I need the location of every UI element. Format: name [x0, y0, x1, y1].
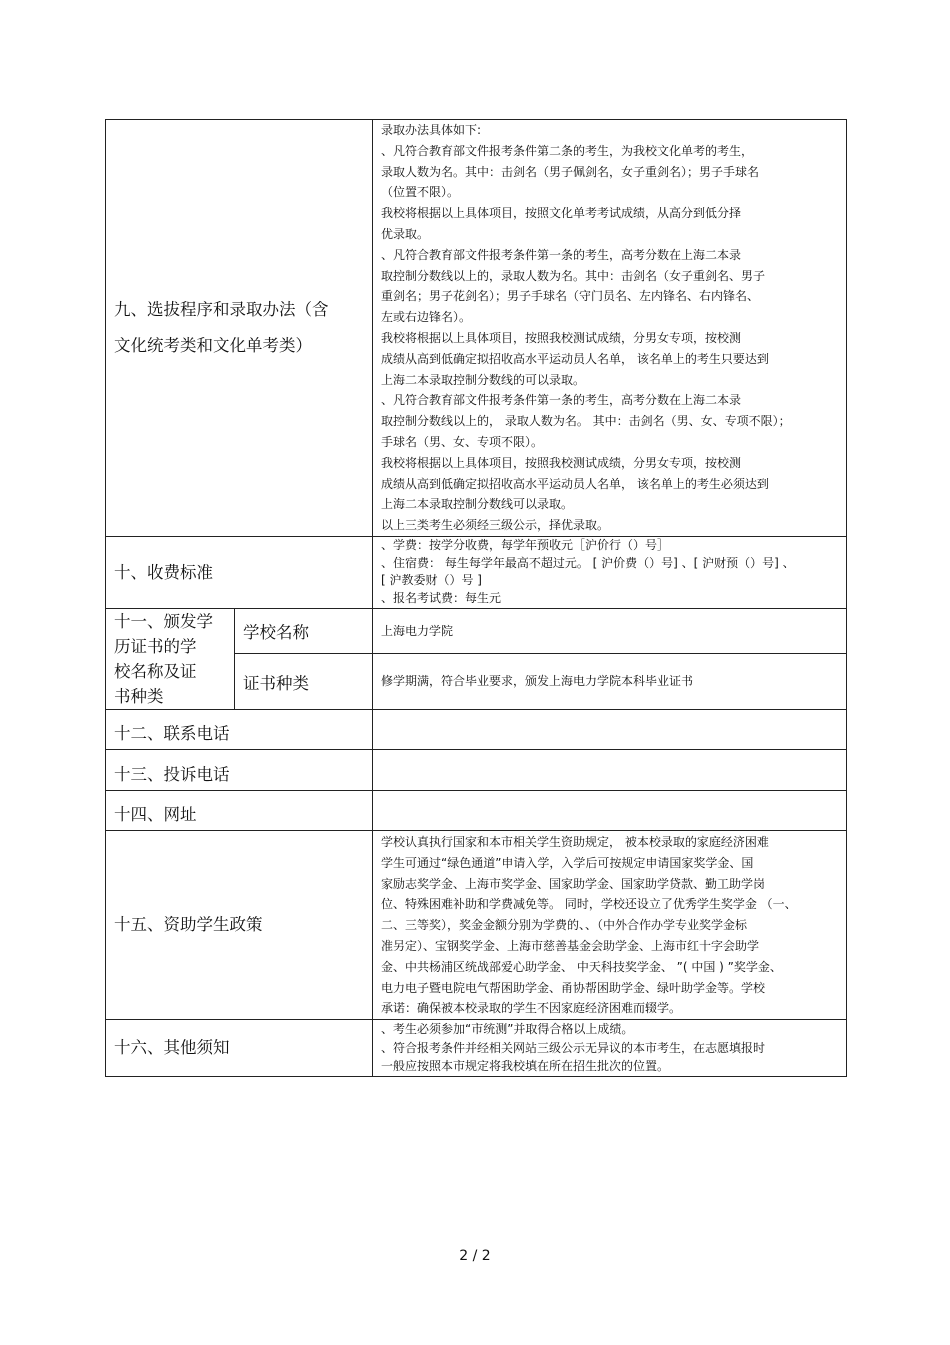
certificate-label-line: 书种类 [114, 687, 164, 706]
content-line: 上海二本录取控制分数线的可以录取。 [381, 372, 586, 387]
row-fees [106, 537, 847, 609]
complaint-label: 十三、投诉电话 [106, 750, 373, 791]
content-line: 学生可通过“绿色通道”申请入学，入学后可按规定申请国家奖学金、国 [381, 855, 754, 870]
selection-label-line1: 九、选拔程序和录取办法（含 [114, 300, 329, 319]
content-line: 、学费：按学分收费，每学年预收元［沪价行（）号］ [381, 538, 670, 552]
content-line: 取控制分数线以上的， 录取人数为名。 其中：击剑名（男、女、专项不限）； [381, 414, 791, 429]
phone-label: 十二、联系电话 [106, 710, 373, 750]
content-line: 、考生必须参加“市统测”并取得合格以上成绩。 [381, 1022, 634, 1037]
content-line: 一般应按照本市规定将我校填在所在招生批次的位置。 [381, 1059, 670, 1074]
content-line: 准另定）、宝钢奖学金、上海市慈善基金会助学金、上海市红十字会助学 [381, 938, 760, 953]
admission-info-table [105, 119, 847, 1077]
content-line: （位置不限）。 [381, 185, 460, 200]
fees-label: 十、收费标准 [106, 537, 373, 609]
row-selection [106, 120, 847, 537]
content-line: 成绩从高到低确定拟招收高水平运动员人名单， 该名单上的考生必须达到 [381, 476, 769, 491]
content-line: 录取人数为名。其中：击剑名（男子佩剑名，女子重剑名）；男子手球名 [381, 164, 760, 179]
page-number: 2 / 2 [459, 1248, 491, 1264]
content-line: 优录取。 [381, 226, 430, 241]
content-line: 、凡符合教育部文件报考条件第一条的考生，高考分数在上海二本录 [381, 247, 742, 262]
content-line: 上海二本录取控制分数线可以录取。 [381, 497, 574, 512]
certificate-label-line: 十一、颁发学 [114, 612, 213, 631]
certificate-label [106, 609, 235, 710]
content-line: 学校认真执行国家和本市相关学生资助规定， 被本校录取的家庭经济困难 [381, 835, 769, 849]
content-line: 、住宿费： 每生每学年最高不超过元。 [ 沪价费（）号] 、[ 沪财预（）号] 、 [381, 555, 795, 570]
selection-content [373, 120, 847, 537]
content-line: 电力电子暨电院电气帮困助学金、甬协帮困助学金、绿叶助学金等。学校 [381, 980, 766, 995]
content-line: 、凡符合教育部文件报考条件第二条的考生，为我校文化单考的考生， [381, 143, 754, 158]
certificate-type-label: 证书种类 [235, 654, 373, 710]
aid-lines [381, 831, 842, 1019]
content-line: 手球名（男、女、专项不限）。 [381, 434, 544, 449]
selection-lines [381, 120, 842, 536]
content-line: 录取办法具体如下: [381, 123, 482, 137]
content-line: [ 沪教委财（）号 ] [381, 573, 482, 587]
aid-content [373, 831, 847, 1020]
school-name-label: 学校名称 [235, 609, 373, 654]
aid-label: 十五、资助学生政策 [106, 831, 373, 1020]
content-line: 承诺：确保被本校录取的学生不因家庭经济困难而辍学。 [381, 1001, 682, 1016]
row-phone [106, 710, 847, 750]
row-complaint [106, 750, 847, 791]
content-line: 位、特殊困难补助和学费减免等。 同时，学校还设立了优秀学生奖学金 （一、 [381, 897, 797, 912]
content-line: 以上三类考生必须经三级公示，择优录取。 [381, 518, 610, 533]
selection-label [106, 120, 373, 537]
content-line: 二、三等奖），奖金金额分别为学费的、、（中外合作办学专业奖学金标 [381, 918, 748, 933]
content-line: 、符合报考条件并经相关网站三级公示无异议的本市考生，在志愿填报时 [381, 1040, 766, 1055]
content-line: 、凡符合教育部文件报考条件第一条的考生，高考分数在上海二本录 [381, 393, 742, 408]
certificate-label-line: 历证书的学 [114, 637, 197, 656]
website-label: 十四、网址 [106, 791, 373, 831]
school-name-value: 上海电力学院 [373, 609, 847, 654]
content-line: 重剑名；男子花剑名）；男子手球名（守门员名、左内锋名、右内锋名、 [381, 289, 760, 304]
content-line: 左或右边锋名）。 [381, 310, 472, 325]
selection-label-line2: 文化统考类和文化单考类） [114, 336, 312, 355]
other-lines [381, 1020, 842, 1076]
fees-content [373, 537, 847, 609]
content-line: 我校将根据以上具体项目，按照我校测试成绩，分男女专项，按校测 [381, 455, 742, 470]
website-value [373, 791, 847, 831]
content-line: 成绩从高到低确定拟招收高水平运动员人名单， 该名单上的考生只要达到 [381, 351, 769, 366]
complaint-value [373, 750, 847, 791]
row-school-name [106, 609, 847, 654]
fees-lines [381, 537, 842, 607]
content-line: 金、中共杨浦区统战部爱心助学金、 中天科技奖学金、 ”( 中国 ) ”奖学金、 [381, 959, 782, 974]
certificate-type-value: 修学期满，符合毕业要求，颁发上海电力学院本科毕业证书 [373, 654, 847, 710]
content-line: 取控制分数线以上的，录取人数为名。其中：击剑名（女子重剑名、男子 [381, 268, 766, 283]
phone-value [373, 710, 847, 750]
content-line: 我校将根据以上具体项目，按照我校测试成绩，分男女专项，按校测 [381, 330, 742, 345]
content-line: 我校将根据以上具体项目，按照文化单考考试成绩，从高分到低分择 [381, 206, 742, 221]
row-other [106, 1020, 847, 1077]
row-aid [106, 831, 847, 1020]
other-label: 十六、其他须知 [106, 1020, 373, 1077]
content-line: 、报名考试费：每生元 [381, 590, 502, 605]
other-content [373, 1020, 847, 1077]
row-website [106, 791, 847, 831]
certificate-label-line: 校名称及证 [114, 662, 197, 681]
content-line: 家励志奖学金、上海市奖学金、国家助学金、国家助学贷款、勤工助学岗 [381, 876, 766, 891]
